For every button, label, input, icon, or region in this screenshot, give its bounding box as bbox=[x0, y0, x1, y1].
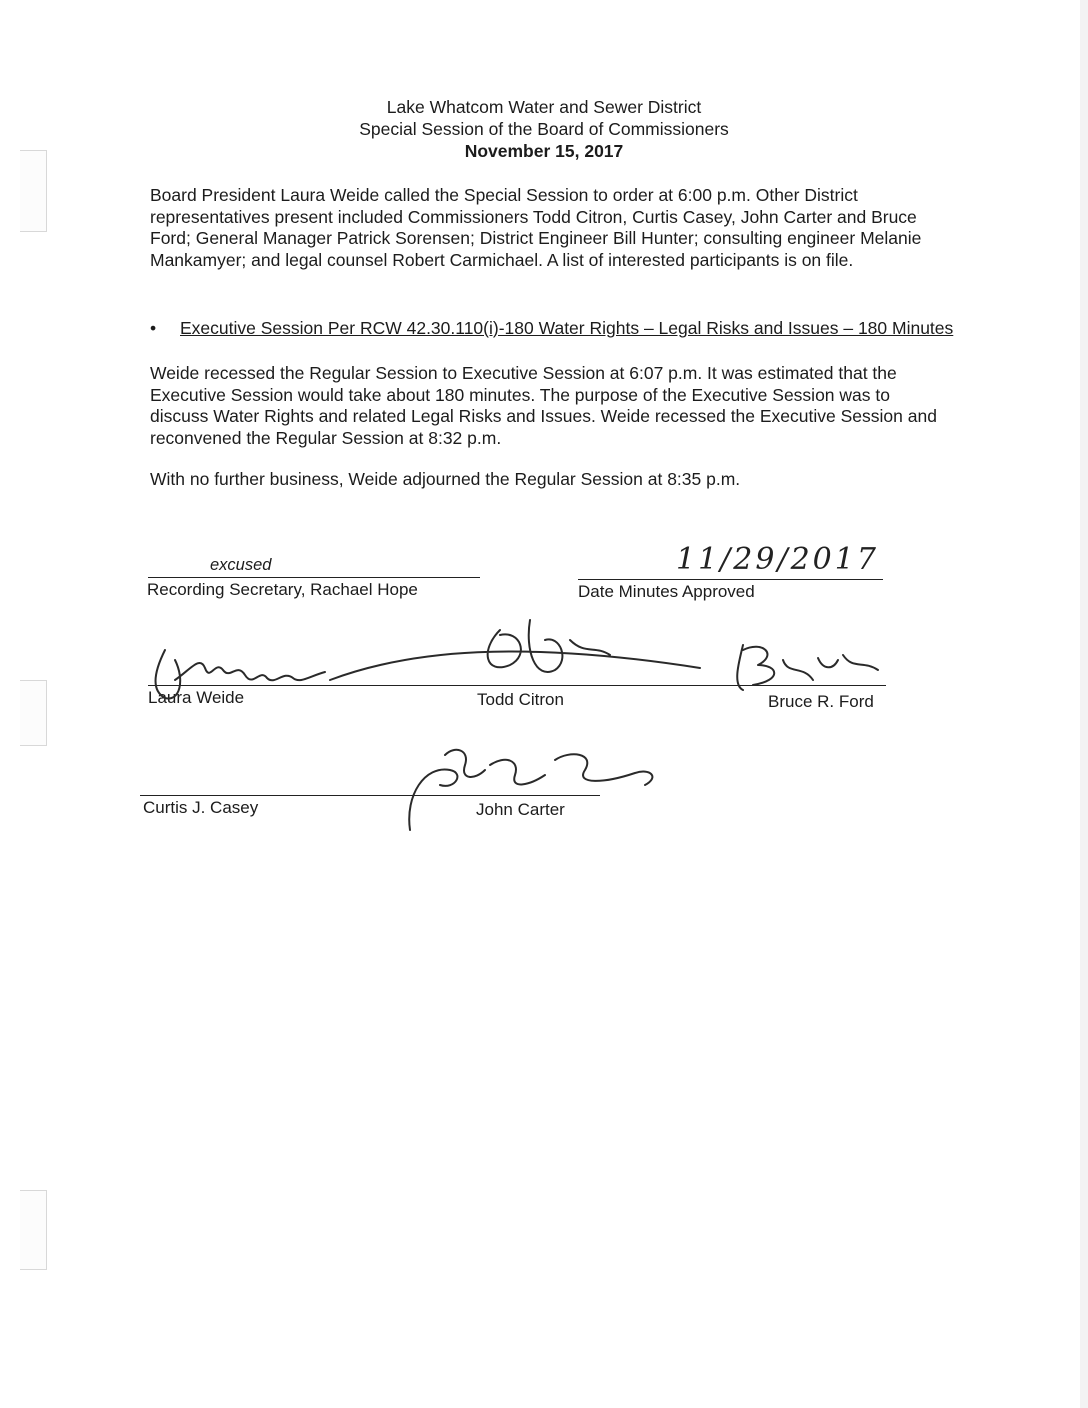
signature-label-laura-weide: Laura Weide bbox=[148, 688, 245, 707]
closing-paragraph: With no further business, Weide adjourned the Regular Session at 8:35 p.m. bbox=[150, 469, 741, 489]
approval-date-handwritten: 11/29/2017 bbox=[676, 542, 879, 577]
signature-bruce-ford bbox=[728, 640, 898, 700]
signature-todd-citron bbox=[320, 610, 740, 700]
approval-date-line bbox=[578, 579, 883, 580]
scan-edge bbox=[1080, 0, 1088, 1408]
bullet-icon: • bbox=[150, 318, 157, 338]
signature-label-todd-citron: Todd Citron bbox=[477, 690, 564, 709]
signature-john-carter bbox=[395, 735, 675, 835]
signature-label-bruce-ford: Bruce R. Ford bbox=[768, 692, 874, 711]
signature-label-curtis-casey: Curtis J. Casey bbox=[143, 798, 259, 817]
approval-date-label: Date Minutes Approved bbox=[578, 582, 755, 601]
recording-secretary-status: excused bbox=[210, 556, 272, 574]
signature-laura-weide bbox=[145, 640, 345, 710]
opening-paragraph: Board President Laura Weide called the Special Session to order at 6:00 p.m. Other District representatives present included Commissioners Todd Citron, Curtis Casey, John Carter and Bruce Ford; General Manager Patrick Sorensen; District Engineer Bill Hunter; consulting engineer Melanie Mankamyer; and legal counsel Robert Carmichael. A list of interested participants is on file. bbox=[150, 185, 922, 270]
session-title: Special Session of the Board of Commissioners bbox=[359, 119, 729, 139]
meeting-date: November 15, 2017 bbox=[464, 141, 624, 161]
punch-hole-mark bbox=[20, 150, 47, 232]
signature-label-john-carter: John Carter bbox=[476, 800, 565, 819]
recording-secretary-label: Recording Secretary, Rachael Hope bbox=[147, 580, 418, 599]
punch-hole-mark bbox=[20, 680, 47, 746]
document-header bbox=[0, 96, 1088, 162]
recording-secretary-line bbox=[148, 577, 480, 578]
organization-name: Lake Whatcom Water and Sewer District bbox=[386, 97, 702, 117]
punch-hole-mark bbox=[20, 1190, 47, 1270]
agenda-item-title: Executive Session Per RCW 42.30.110(i)-180 Water Rights – Legal Risks and Issues – 180 Minutes bbox=[180, 318, 954, 338]
executive-session-paragraph: Weide recessed the Regular Session to Executive Session at 6:07 p.m. It was estimated that the Executive Session would take about 180 minutes. The purpose of the Executive Session was to discuss Water Rights and related Legal Risks and Issues. Weide recessed the Executive Session and reconvened the Regular Session at 8:32 p.m. bbox=[150, 363, 937, 448]
